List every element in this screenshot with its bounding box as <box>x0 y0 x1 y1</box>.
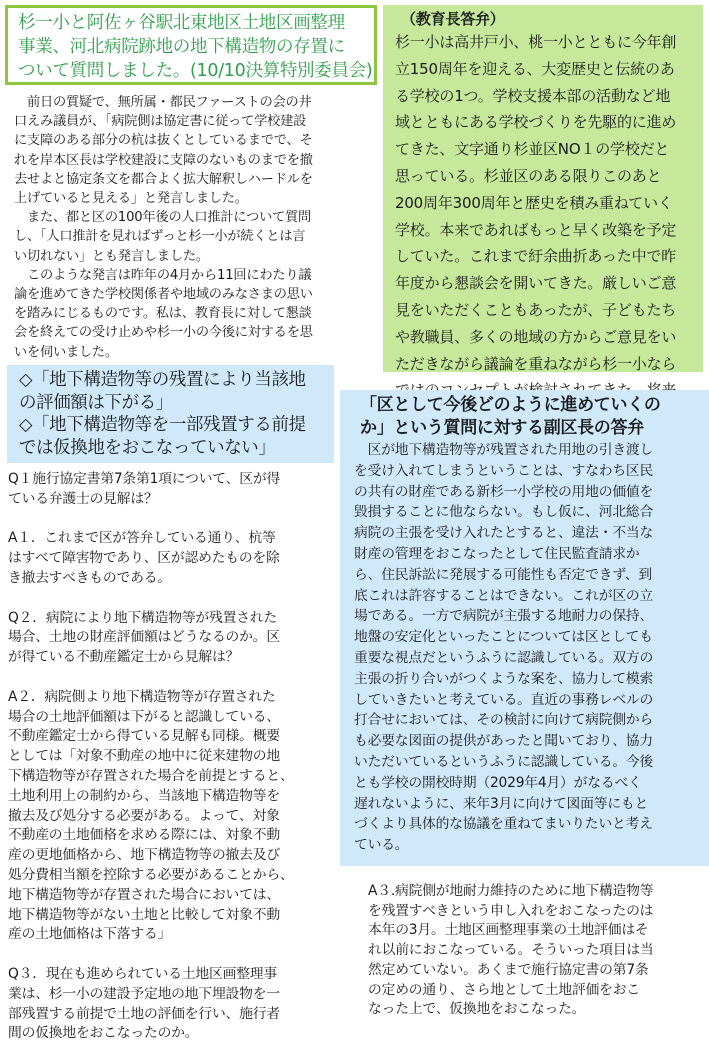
key-point-line: ◇「地下構造物等を一部残置する前提 <box>19 415 306 435</box>
text-line: き撤去すべきものである。 <box>8 569 171 586</box>
text-line: の定めの通り、さら地として土地評価をおこ <box>368 981 640 998</box>
text-line: このような発言は昨年の4月から11回にわたり議 <box>14 267 312 283</box>
text-line: れを岸本区長は学校建設に支障のないものまでを撤 <box>14 152 313 168</box>
text-line: い切れない」とも発言しました。 <box>14 248 209 264</box>
text-line: なった上で、仮換地をおこなった。 <box>368 1001 586 1018</box>
text-line: 200周年300周年と歴史を積み重ねていく <box>395 193 673 212</box>
text-line: 杉一小は高井戸小、桃一小とともに今年創 <box>395 33 677 51</box>
text-line: としては「対象不動産の地中に従来建物の地 <box>8 748 280 765</box>
text-line: 域とともにある学校づくりを先駆的に進め <box>395 113 677 132</box>
text-line: を踏みにじるものです。私は、教育長に対して懇談 <box>14 306 312 322</box>
text-line: 去せよと協定条文を都合よく拡大解釈しハードルを <box>14 171 313 187</box>
text-line: ただきながら議論を重ねながら杉一小なら <box>395 354 677 373</box>
text-line: 会を終えての受け止めや杉一小の今後に対するを思 <box>14 325 313 341</box>
text-line: 然定めていない。あくまで施行協定書の第7条 <box>368 961 649 978</box>
text-line: A２．病院側より地下構造物等が存置された <box>8 688 276 705</box>
text-line: ている。 <box>354 837 409 854</box>
text-line: 病院の主張を受け入れたとすると、違法・不当な <box>354 525 654 542</box>
spacer <box>8 945 338 965</box>
text-line: Q１施行協定書第7条第1項について、区が得 <box>8 471 281 487</box>
text-line: 年度から懇談会を開いてきた。厳しいご意 <box>395 274 677 293</box>
text-line: 毀損することに他ならない。もし仮に、河北総合 <box>354 504 654 521</box>
text-line: 不動産の土地価格を求める際には、対象不動 <box>8 827 280 844</box>
text-line: に支障のある部分の杭は抜くとしているまでで、そ <box>14 133 313 149</box>
text-line: A１．これまで区が答弁している通り、杭等 <box>8 530 276 547</box>
text-line: 上げていると見える」と発言しました。 <box>14 191 248 207</box>
text-line: していた。これまで紆余曲折あった中で昨 <box>395 247 677 266</box>
text-line: 場である。一方で病院が主張する地耐力の保持、 <box>354 608 654 625</box>
title-line: 事業、河北病院跡地の地下構造物の存置に <box>18 37 345 57</box>
key-points-box <box>7 365 334 463</box>
text-line: 立150周年を迎える、大変歴史と伝統のあ <box>395 59 675 78</box>
text-line: 部残置する前提で土地の評価を行い、施行者 <box>8 1005 280 1022</box>
text-line: 産の土地価格は下落する」 <box>8 926 172 943</box>
text-line: づくより具体的な協議を重ねてまいりたいと考え <box>354 816 653 833</box>
text-line: る学校の1つ。学校支援本部の活動など地 <box>395 86 671 105</box>
text-line: また、都と区の100年後の人口推計について質問 <box>14 210 312 226</box>
text-line: や教職員、多くの地域の方からご意見をい <box>395 327 677 346</box>
text-line: ている弁護士の見解は？ <box>8 490 158 507</box>
answer-3 <box>368 882 708 1020</box>
spacer <box>8 668 338 688</box>
key-point-line: の評価額は下がる」 <box>19 392 173 413</box>
text-line: 間の仮換地をおこなったのか。 <box>8 1025 199 1042</box>
text-line: 場合の土地評価額は下がると認識している、 <box>8 708 280 725</box>
deputy-mayor-answer-heading: 「区として今後どのように進めていくの <box>360 395 661 415</box>
spacer <box>8 510 338 530</box>
title-line: 杉一小と阿佐ヶ谷駅北東地区土地区画整理 <box>18 13 345 33</box>
text-line: いを伺いました。 <box>14 344 118 360</box>
text-line: 地盤の安定化といったことについては区としても <box>354 629 653 646</box>
text-line: 財産の管理をおこなったとして住民監査請求か <box>354 545 640 562</box>
text-line: ら、住民訴訟に発展する可能性も否定できず、到 <box>354 566 653 583</box>
text-line: が得ている不動産鑑定士から見解は？ <box>8 649 240 666</box>
spacer <box>8 589 338 609</box>
deputy-mayor-answer-heading: か」という質問に対する副区長の答弁 <box>360 417 644 438</box>
text-line: いただいているというふうに認識している。今後 <box>354 753 654 770</box>
text-line: 主張の折り合いがつくような案を、協力して模索 <box>354 670 654 687</box>
text-line: 不動産鑑定士から得ている見解も同様。概要 <box>8 728 280 745</box>
text-line: 打合せにおいては、その検討に向けて病院側から <box>354 712 654 729</box>
text-line: Q２．病院により地下構造物等が残置された <box>8 609 277 626</box>
text-line: 見をいただくこともあったが、子どもたち <box>395 300 677 319</box>
text-line: 底これは許容することはできない。これが区の立 <box>354 587 654 604</box>
question-1 <box>8 470 338 510</box>
text-line: 区が地下構造物等が残置された用地の引き渡し <box>354 442 654 458</box>
text-line: 業は、杉一小の建設予定地の地下埋設物を一 <box>8 985 280 1002</box>
text-line: 前日の質疑で、無所属・都民ファーストの会の井 <box>14 95 312 110</box>
question-2 <box>8 609 338 668</box>
text-line: 場合、土地の財産評価額はどうなるのか。区 <box>8 629 280 646</box>
text-line: 口えみ議員が、「病院側は協定書に従って学校建設 <box>14 114 307 130</box>
text-line: 下構造物等が存置された場合を前提とすると、 <box>8 767 294 784</box>
text-line: れ以前におこなっている。そういった項目は当 <box>368 942 654 959</box>
text-line: 学校。本来であればもっと早く改築を予定 <box>395 220 677 239</box>
text-line: 地下構造物等がない土地と比較して対象不動 <box>8 906 280 923</box>
key-point-line: では仮換地をおこなっていない」 <box>19 437 276 458</box>
text-line: てきた、文字通り杉並区NO１の学校だと <box>395 140 670 159</box>
question-3 <box>8 965 338 1044</box>
key-point-line: ◇「地下構造物等の残置により当該地 <box>19 370 306 390</box>
text-line: 重要な視点だというふうに認識している。双方の <box>354 649 654 666</box>
deputy-mayor-answer-body <box>354 440 703 856</box>
text-line: 本年の3月。土地区画整理事業の土地評価はそ <box>368 922 649 939</box>
education-chief-answer-box <box>383 5 703 372</box>
text-line: とも学校の開校時期（2029年4月）がなるべく <box>354 774 642 791</box>
title-line: ついて質問しました。(10/10決算特別委員会) <box>18 61 373 81</box>
text-line: 論を進めてきた学校関係者や地域のみなさまの思い <box>14 287 313 303</box>
deputy-mayor-answer-box <box>340 390 709 866</box>
text-line: 思っている。杉並区のある限りこのあと <box>395 166 662 185</box>
text-line: A３.病院側が地耐力維持のために地下構造物等 <box>368 883 654 899</box>
text-line: していきたいと考えている。直近の事務レベルの <box>354 691 654 708</box>
text-line: も必要な図面の提供があったと聞いており、協力 <box>354 733 653 750</box>
text-line: し、「人口推計を見ればずっと杉一小が続くとは言 <box>14 229 306 245</box>
education-chief-answer-heading: （教育長答弁） <box>401 10 505 28</box>
text-line: を残置すべきという申し入れをおこなったのは <box>368 902 654 919</box>
text-line: 撤去及び処分する必要がある。よって、対象 <box>8 807 280 824</box>
answer-1 <box>8 529 338 588</box>
text-line: はすべて障害物であり、区が認めたものを除 <box>8 550 280 567</box>
text-line: 遅れないように、来年3月に向けて図面等にもと <box>354 795 649 812</box>
answer-2 <box>8 688 338 945</box>
text-line: 地下構造物等が存置された場合においては、 <box>8 886 280 903</box>
text-line: 産の更地価格から、地下構造物等の撤去及び <box>8 847 280 864</box>
article-title-box <box>5 5 377 85</box>
text-line: 処分費相当額を控除する必要があることから、 <box>8 866 294 883</box>
text-line: の共有の財産である新杉一小学校の用地の価値を <box>354 483 654 500</box>
text-line: Q３．現在も進められている土地区画整理事 <box>8 965 277 982</box>
text-line: 土地利用上の制約から、当該地下構造物等を <box>8 787 280 804</box>
intro-paragraph <box>14 93 376 362</box>
qa-section <box>8 470 338 1044</box>
text-line: を受け入れてしまうということは、すなわち区民 <box>354 462 654 479</box>
